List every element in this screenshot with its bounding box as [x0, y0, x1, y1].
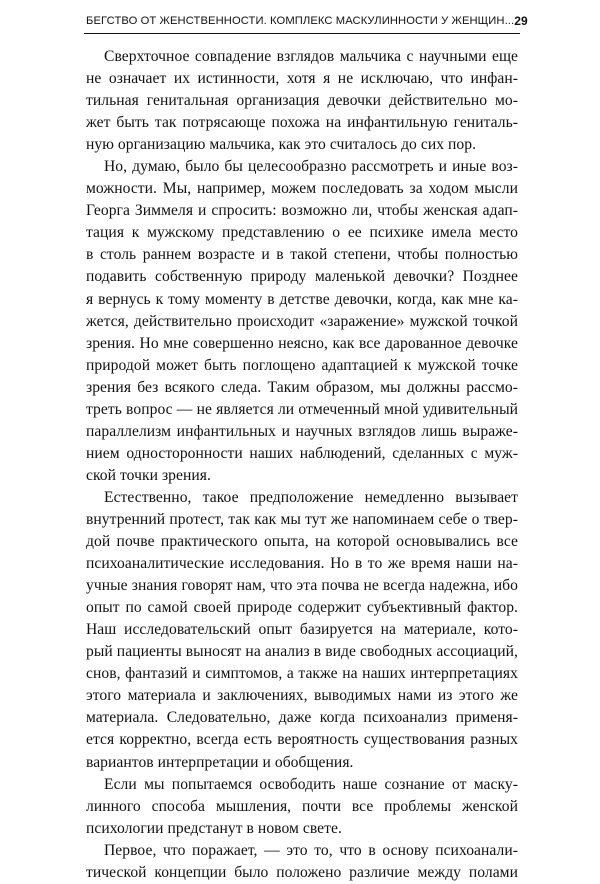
body-text: [86, 46, 518, 884]
text-line: учные знания говорят нам, что эта почва не всегда надежна, ибо: [86, 577, 518, 595]
text-line: Георга Зиммеля и спросить: возможно ли, чтобы женская адап-: [86, 202, 518, 220]
running-head-title: БЕГСТВО ОТ ЖЕНСТВЕННОСТИ. КОМПЛЕКС МАСКУЛИННОСТИ У ЖЕНЩИН...: [86, 15, 515, 27]
text-line: этого материала и заключениях, выводимых нами из этого же: [86, 687, 518, 705]
text-line: зрения. Но мне совершенно неясно, как все дарованное девочке: [86, 334, 518, 352]
text-line: параллелизм инфантильных и научных взглядов лишь выраже-: [86, 422, 518, 440]
text-line: не означает их истинности, хотя я не исключаю, что инфан-: [86, 70, 518, 88]
text-line: ется корректно, всегда есть вероятность существования разных: [86, 731, 518, 749]
text-line: линного способа мышления, почти все проблемы женской: [86, 797, 518, 815]
text-line: можности. Мы, например, можем последовать за ходом мысли: [86, 180, 518, 198]
text-line: в столь раннем возрасте и в такой степени, чтобы полностью: [86, 246, 518, 264]
text-line: тической концепции было положено различие между полами: [86, 863, 518, 881]
text-line: вариантов интерпретации и обобщения.: [86, 753, 354, 771]
text-line: ской точки зрения.: [86, 466, 211, 484]
text-line: Сверхточное совпадение взглядов мальчика с научными еще: [104, 48, 518, 65]
text-line: Первое, что поражает, — это то, что в основу психоанали-: [104, 841, 518, 859]
text-line: тация к мужскому представлению о ее психике имела место: [86, 224, 518, 242]
page-number: 29: [514, 14, 528, 28]
running-head: [86, 11, 528, 31]
text-line: я вернусь к тому моменту в детстве девочки, когда, как мне ка-: [86, 290, 518, 308]
text-line: Но, думаю, было бы целесообразно рассмотреть и иные воз-: [104, 158, 518, 176]
text-line: ную организацию мальчика, как это считалось до сих пор.: [86, 136, 477, 154]
text-line: внутренний протест, так как мы тут же напоминаем себе о твер-: [86, 510, 518, 528]
text-line: подавить собственную природу маленькой девочки? Позднее: [86, 268, 518, 286]
text-line: Наш исследовательский опыт базируется на материале, кото-: [86, 621, 518, 639]
text-line: жется, действительно происходит «заражение» мужской точкой: [86, 312, 518, 330]
text-line: тильная генитальная организация девочки действительно мо-: [86, 92, 518, 110]
text-line: психологии предстанут в новом свете.: [86, 819, 342, 837]
header-rule: [84, 33, 520, 34]
text-line: Если мы попытаемся освободить наше сознание от маску-: [104, 775, 518, 793]
text-line: материала. Следовательно, даже когда психоанализ применя-: [86, 709, 518, 727]
text-line: опыт по самой своей природе содержит субъективный фактор.: [86, 599, 518, 617]
text-line: нием односторонности наших наблюдений, сделанных с муж-: [86, 444, 518, 462]
text-line: зрения без всякого следа. Таким образом, мы должны рассмо-: [86, 378, 518, 396]
text-line: психоаналитические исследования. Но в то же время наши на-: [86, 555, 518, 573]
text-line: треть вопрос — не является ли отмеченный мной удивительный: [86, 400, 518, 418]
text-line: Естественно, такое предположение немедленно вызывает: [104, 488, 518, 506]
text-line: жет быть так потрясающе похожа на инфантильную гениталь-: [86, 114, 518, 132]
text-line: снов, фантазий и симптомов, а также на наших интерпретациях: [86, 665, 518, 683]
text-line: рый пациенты выносят на анализ в виде свободных ассоциаций,: [86, 643, 518, 661]
text-line: дой почве практического опыта, на которой основывались все: [86, 533, 518, 551]
text-line: природой может быть поглощено адаптацией к мужской точке: [86, 356, 518, 374]
